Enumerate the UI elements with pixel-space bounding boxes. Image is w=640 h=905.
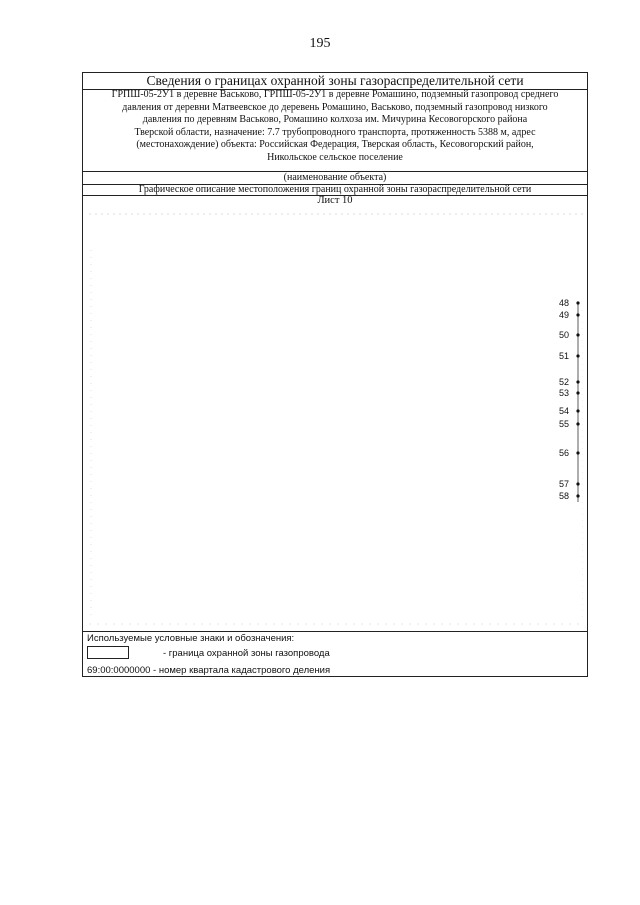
boundary-point-marker — [576, 380, 579, 383]
boundary-point-label: 49 — [558, 310, 569, 320]
map-drawing — [89, 210, 583, 630]
boundary-point-label: 51 — [558, 351, 569, 361]
legend-heading: Используемые условные знаки и обозначения: — [87, 633, 295, 644]
map-drawing-area — [89, 210, 583, 630]
boundary-point-marker — [576, 313, 579, 316]
legend-cadastral-text: 69:00:0000000 - номер квартала кадастрового деления — [87, 665, 331, 676]
boundary-point-label: 48 — [558, 298, 569, 308]
section-title: Сведения о границах охранной зоны газораспределительной сети — [83, 73, 587, 90]
object-description-line: давления от деревни Матвеевское до деревень Ромашино, Васьково, подземный газопровод низкого — [122, 101, 548, 113]
object-description-line: Никольское сельское поселение — [267, 151, 403, 163]
boundary-point-label: 58 — [558, 491, 569, 501]
legend-boundary-text: - граница охранной зоны газопровода — [163, 648, 330, 659]
boundary-point-marker — [576, 482, 579, 485]
object-description — [85, 89, 585, 165]
object-description-line: ГРПШ-05-2У1 в деревне Васьково, ГРПШ-05-2У1 в деревне Ромашино, подземный газопровод среднего — [111, 89, 559, 100]
boundary-point-label: 57 — [558, 479, 569, 489]
boundary-point-label: 53 — [558, 388, 569, 398]
boundary-point-marker — [576, 391, 579, 394]
boundary-point-label: 55 — [558, 419, 569, 429]
boundary-point-marker — [576, 354, 579, 357]
object-name-caption: (наименование объекта) — [83, 171, 587, 185]
object-description-line: давления по деревням Васьково, Ромашино колхоза им. Мичурина Кесовогорского района — [142, 114, 528, 126]
document-frame — [82, 72, 588, 677]
boundary-point-marker — [576, 333, 579, 336]
page-number: 195 — [309, 36, 331, 51]
object-description-line: (местонахождение) объекта: Российская Федерация, Тверская область, Кесовогорский район, — [136, 139, 534, 151]
boundary-point-label: 52 — [558, 377, 569, 387]
boundary-point-label: 54 — [558, 406, 569, 416]
legend — [83, 631, 587, 678]
graphic-description-heading: Графическое описание местоположения границ охранной зоны газораспределительной сети — [83, 184, 587, 196]
boundary-point-label: 50 — [558, 330, 569, 340]
boundary-point-marker — [576, 451, 579, 454]
legend-boundary-symbol — [87, 646, 129, 659]
boundary-point-marker — [576, 409, 579, 412]
object-description-line: Тверской области, назначение: 7.7 трубопроводного транспорта, протяженность 5388 м, адрес — [134, 126, 536, 138]
boundary-point-marker — [576, 494, 579, 497]
boundary-point-marker — [576, 301, 579, 304]
sheet-label: Лист 10 — [317, 195, 353, 206]
boundary-point-label: 56 — [558, 448, 569, 458]
boundary-point-marker — [576, 422, 579, 425]
